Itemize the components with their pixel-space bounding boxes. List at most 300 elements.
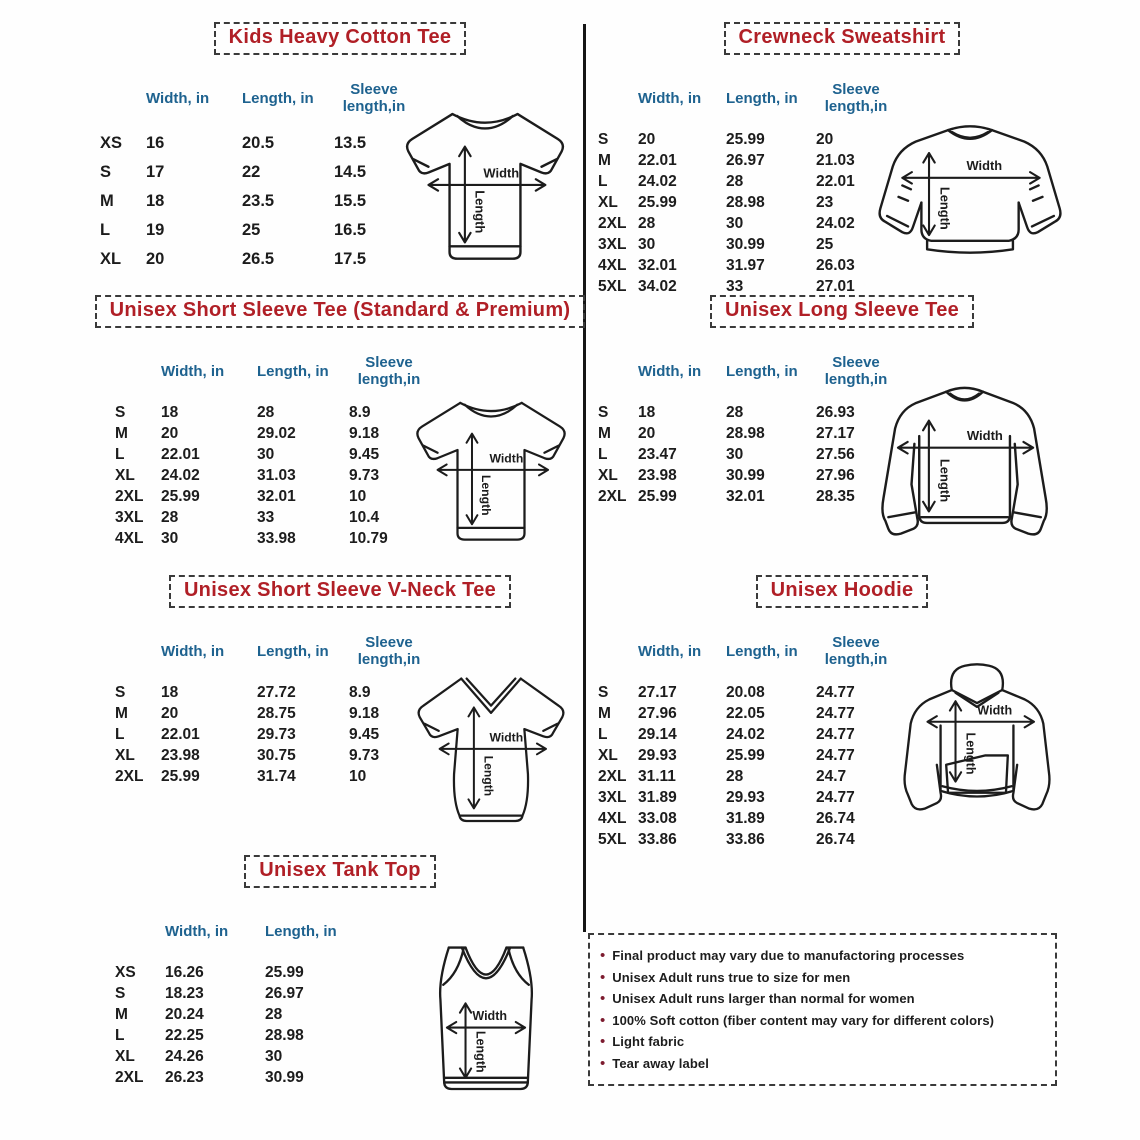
size-label: 5XL [598, 831, 627, 848]
measurement-value: 9.18 [349, 425, 380, 442]
hoodie-illustration [888, 662, 1066, 832]
size-label: M [100, 192, 114, 210]
size-label: XL [598, 467, 618, 484]
note-text: Unisex Adult runs true to size for men [612, 969, 851, 985]
length-arrow [950, 701, 961, 781]
measurement-value: 25.99 [638, 194, 677, 211]
measurement-value: 28 [726, 404, 744, 421]
measurement-value: 30 [726, 215, 744, 232]
size-table [598, 346, 900, 507]
size-label: S [598, 684, 609, 701]
table-row [598, 150, 900, 171]
measurement-value: 28.98 [726, 194, 765, 211]
measurement-value: 20.24 [165, 1006, 204, 1023]
length-arrow-label: Length [473, 1030, 488, 1073]
measurement-value: 17.5 [334, 250, 367, 268]
table-row [115, 1004, 375, 1025]
column-header: Length, in [265, 922, 337, 940]
table-row [115, 465, 433, 486]
table-row [100, 129, 418, 158]
column-header: Sleeve length,in [342, 81, 406, 115]
column-header: Length, in [726, 642, 798, 660]
measurement-value: 24.77 [816, 747, 855, 764]
measurement-value: 31.97 [726, 257, 765, 274]
measurement-value: 31.11 [638, 768, 676, 785]
width-arrow-label: Width [977, 703, 1013, 718]
measurement-value: 16.5 [334, 221, 367, 239]
measurement-value: 30 [257, 446, 275, 463]
panel-unisex-hoodie [592, 575, 1140, 850]
notes-box [588, 933, 1057, 1086]
section-title: Unisex Short Sleeve Tee (Standard & Premium) [95, 295, 586, 328]
size-label: L [100, 221, 111, 239]
measurement-value: 25.99 [161, 488, 200, 505]
measurement-value: 23.5 [242, 192, 275, 210]
measurement-value: 9.45 [349, 726, 380, 743]
measurement-value: 32.01 [257, 488, 296, 505]
table-row [598, 465, 900, 486]
size-label: 2XL [598, 488, 627, 505]
column-header: Width, in [638, 642, 702, 660]
size-label: S [115, 404, 126, 421]
section-title-row [592, 295, 1092, 328]
size-label: XL [115, 1048, 135, 1065]
size-label: 2XL [598, 215, 627, 232]
column-header: Sleeve length,in [824, 354, 888, 388]
panel-unisex-tank-top [80, 855, 600, 1102]
measurement-value: 24.77 [816, 705, 855, 722]
measurement-value: 27.96 [638, 705, 677, 722]
width-arrow-label: Width [472, 1009, 508, 1024]
measurement-value: 23.98 [638, 467, 677, 484]
measurement-value: 25.99 [726, 747, 765, 764]
size-label: 3XL [115, 509, 144, 526]
table-row [115, 444, 433, 465]
table-row [598, 213, 900, 234]
measurement-value: 24.02 [816, 215, 855, 232]
table-row [598, 724, 900, 745]
measurement-value: 31.89 [726, 810, 765, 827]
measurement-value: 20 [146, 250, 165, 268]
size-table [115, 626, 433, 787]
measurement-value: 31.74 [257, 768, 296, 785]
section-title: Unisex Short Sleeve V-Neck Tee [169, 575, 511, 608]
length-arrow [459, 147, 470, 243]
measurement-value: 22.05 [726, 705, 765, 722]
table-row [115, 724, 433, 745]
column-header: Sleeve length,in [824, 81, 888, 115]
length-arrow [467, 434, 478, 525]
measurement-value: 23.98 [161, 747, 200, 764]
tee-illustration [394, 98, 576, 270]
section-title-row [592, 575, 1092, 608]
measurement-value: 28.98 [726, 425, 765, 442]
measurement-value: 27.17 [816, 425, 855, 442]
measurement-value: 24.77 [816, 789, 855, 806]
table-header-row [115, 906, 375, 956]
measurement-value: 28 [726, 768, 744, 785]
measurement-value: 20 [161, 705, 179, 722]
measurement-value: 26.74 [816, 831, 855, 848]
section-title-row [80, 855, 600, 888]
section-title-row [80, 575, 600, 608]
measurement-value: 10.4 [349, 509, 380, 526]
length-arrow-label: Length [478, 474, 493, 516]
measurement-value: 27.01 [816, 278, 855, 295]
measurement-value: 27.17 [638, 684, 677, 701]
measurement-value: 9.45 [349, 446, 380, 463]
measurement-value: 27.56 [816, 446, 855, 463]
size-label: M [598, 425, 611, 442]
measurement-value: 24.77 [816, 726, 855, 743]
size-table [598, 73, 900, 297]
column-header: Width, in [161, 362, 225, 380]
length-arrow-label: Length [472, 190, 488, 234]
width-arrow [927, 716, 1033, 727]
measurement-value: 30 [638, 236, 656, 253]
measurement-value: 16 [146, 134, 165, 152]
bullet-icon: • [600, 947, 606, 964]
measurement-value: 24.77 [816, 684, 855, 701]
table-row [115, 1067, 375, 1088]
table-row [598, 423, 900, 444]
measurement-value: 28.98 [265, 1027, 304, 1044]
size-label: XS [100, 134, 123, 152]
section-title: Kids Heavy Cotton Tee [214, 22, 467, 55]
length-arrow-label: Length [937, 186, 953, 230]
section-title: Unisex Hoodie [756, 575, 929, 608]
measurement-value: 30.75 [257, 747, 296, 764]
measurement-value: 28 [726, 173, 744, 190]
measurement-value: 9.18 [349, 705, 380, 722]
size-label: S [115, 985, 126, 1002]
size-label: L [115, 726, 125, 743]
measurement-value: 33.08 [638, 810, 677, 827]
width-arrow [902, 172, 1039, 183]
section-title-row [80, 22, 600, 55]
measurement-value: 33.86 [638, 831, 677, 848]
panel-unisex-long-sleeve-tee [592, 295, 1140, 550]
measurement-value: 24.7 [816, 768, 847, 785]
measurement-value: 20 [161, 425, 179, 442]
size-label: 3XL [598, 236, 627, 253]
size-label: XL [115, 467, 135, 484]
note-text: Light fabric [612, 1034, 685, 1049]
measurement-value: 10 [349, 768, 367, 785]
table-header-row [100, 73, 418, 123]
note-item [600, 945, 1045, 967]
table-row [598, 276, 900, 297]
width-arrow-label: Width [489, 730, 524, 745]
measurement-value: 18 [161, 684, 179, 701]
measurement-value: 26.97 [726, 152, 765, 169]
size-table [115, 906, 375, 1088]
measurement-value: 18 [146, 192, 165, 210]
column-header: Sleeve length,in [357, 354, 421, 388]
table-row [598, 745, 900, 766]
measurement-value: 30 [726, 446, 744, 463]
measurement-value: 24.02 [161, 467, 200, 484]
measurement-value: 26.74 [816, 810, 855, 827]
length-arrow-label: Length [481, 755, 496, 797]
measurement-value: 33.98 [257, 530, 296, 547]
table-row [115, 402, 433, 423]
length-arrow-label: Length [937, 458, 953, 503]
note-item [600, 967, 1045, 989]
table-row [598, 234, 900, 255]
measurement-value: 25.99 [265, 964, 304, 981]
measurement-value: 17 [146, 163, 165, 181]
table-row [115, 682, 433, 703]
size-label: 4XL [115, 530, 144, 547]
garment-outline [880, 126, 1061, 252]
column-header: Length, in [257, 642, 329, 660]
width-arrow-label: Width [483, 165, 520, 181]
note-item [600, 1031, 1045, 1053]
table-row [598, 787, 900, 808]
measurement-value: 20.5 [242, 134, 275, 152]
bullet-icon: • [600, 1011, 606, 1029]
measurement-value: 28 [638, 215, 656, 232]
size-label: L [115, 1027, 125, 1044]
section-title: Crewneck Sweatshirt [724, 22, 961, 55]
measurement-value: 26.5 [242, 250, 275, 268]
table-row [115, 745, 433, 766]
size-label: L [115, 446, 125, 463]
measurement-value: 24.26 [165, 1048, 204, 1065]
measurement-value: 23.47 [638, 446, 677, 463]
measurement-value: 18 [638, 404, 656, 421]
garment-outline [882, 388, 1046, 535]
table-row [598, 192, 900, 213]
measurement-value: 27.96 [816, 467, 855, 484]
measurement-value: 20 [816, 131, 834, 148]
bullet-icon: • [600, 1033, 606, 1050]
measurement-value: 25.99 [726, 131, 765, 148]
measurement-value: 22 [242, 163, 261, 181]
size-label: S [598, 131, 609, 148]
length-arrow [460, 1003, 471, 1077]
size-label: 2XL [115, 488, 144, 505]
section-title-row [592, 22, 1092, 55]
measurement-value: 21.03 [816, 152, 855, 169]
measurement-value: 22.01 [816, 173, 855, 190]
measurement-value: 20 [638, 131, 656, 148]
size-table [100, 73, 418, 274]
bullet-icon: • [600, 990, 606, 1007]
measurement-value: 29.93 [638, 747, 677, 764]
table-row [598, 682, 900, 703]
table-row [115, 983, 375, 1004]
table-row [598, 171, 900, 192]
measurement-value: 29.02 [257, 425, 296, 442]
measurement-value: 28 [161, 509, 179, 526]
measurement-value: 34.02 [638, 278, 677, 295]
table-row [115, 528, 433, 549]
column-header: Sleeve length,in [824, 634, 888, 668]
table-row [598, 444, 900, 465]
measurement-value: 32.01 [638, 257, 677, 274]
table-row [115, 1025, 375, 1046]
size-label: L [598, 173, 608, 190]
measurement-value: 26.03 [816, 257, 855, 274]
note-item [600, 988, 1045, 1010]
size-label: XL [598, 194, 618, 211]
table-row [115, 703, 433, 724]
panel-unisex-v-neck-tee [80, 575, 600, 830]
measurement-value: 22.25 [165, 1027, 204, 1044]
measurement-value: 8.9 [349, 404, 371, 421]
size-table [115, 346, 433, 549]
table-row [598, 402, 900, 423]
measurement-value: 25.99 [161, 768, 200, 785]
panel-kids-heavy-cotton-tee [80, 22, 600, 274]
note-text: 100% Soft cotton (fiber content may vary for different colors) [612, 1012, 995, 1028]
measurement-value: 22.01 [161, 446, 200, 463]
size-label: 4XL [598, 257, 627, 274]
table-row [115, 423, 433, 444]
measurement-value: 9.73 [349, 467, 380, 484]
column-header: Length, in [726, 89, 798, 107]
measurement-value: 25 [242, 221, 261, 239]
table-row [100, 245, 418, 274]
measurement-value: 32.01 [726, 488, 765, 505]
width-arrow [428, 179, 545, 190]
bullet-icon: • [600, 1054, 606, 1072]
size-label: 4XL [598, 810, 627, 827]
measurement-value: 16.26 [165, 964, 204, 981]
width-arrow [438, 464, 548, 475]
size-label: L [598, 726, 608, 743]
measurement-value: 28 [265, 1006, 283, 1023]
table-header-row [598, 346, 900, 396]
table-row [115, 1046, 375, 1067]
size-label: XL [598, 747, 618, 764]
measurement-value: 31.89 [638, 789, 677, 806]
measurement-value: 10.79 [349, 530, 388, 547]
section-title-row [80, 295, 600, 328]
column-header: Width, in [638, 89, 702, 107]
size-label: XL [115, 747, 135, 764]
table-row [598, 255, 900, 276]
column-header: Length, in [242, 89, 314, 107]
size-label: L [598, 446, 608, 463]
measurement-value: 28 [257, 404, 275, 421]
measurement-value: 8.9 [349, 684, 371, 701]
measurement-value: 30.99 [726, 236, 765, 253]
size-label: S [100, 163, 112, 181]
table-row [115, 486, 433, 507]
tee-illustration [405, 386, 577, 552]
measurement-value: 30.99 [726, 467, 765, 484]
panel-crewneck-sweatshirt [592, 22, 1140, 297]
measurement-value: 23 [816, 194, 834, 211]
size-table [598, 626, 900, 850]
panel-unisex-short-sleeve-tee [80, 295, 600, 552]
column-header: Length, in [726, 362, 798, 380]
measurement-value: 33.86 [726, 831, 765, 848]
column-header: Length, in [257, 362, 329, 380]
table-row [598, 808, 900, 829]
note-item [600, 1010, 1045, 1032]
measurement-value: 15.5 [334, 192, 367, 210]
measurement-value: 14.5 [334, 163, 367, 181]
length-arrow-label: Length [963, 732, 978, 775]
measurement-value: 13.5 [334, 134, 367, 152]
measurement-value: 29.93 [726, 789, 765, 806]
width-arrow-label: Width [489, 451, 524, 466]
width-arrow-label: Width [966, 158, 1003, 174]
sweatshirt-illustration [868, 121, 1073, 269]
measurement-value: 30 [161, 530, 179, 547]
size-label: XL [100, 250, 122, 268]
tank-top-illustration [430, 942, 542, 1102]
note-item [600, 1053, 1045, 1075]
size-label: M [598, 705, 611, 722]
measurement-value: 24.02 [638, 173, 677, 190]
measurement-value: 28.35 [816, 488, 855, 505]
measurement-value: 26.97 [265, 985, 304, 1002]
note-text: Unisex Adult runs larger than normal for women [612, 991, 915, 1006]
measurement-value: 24.02 [726, 726, 765, 743]
length-arrow [468, 707, 479, 808]
table-row [115, 507, 433, 528]
size-label: XS [115, 964, 136, 981]
measurement-value: 31.03 [257, 467, 296, 484]
table-header-row [115, 626, 433, 676]
section-title: Unisex Long Sleeve Tee [710, 295, 974, 328]
measurement-value: 20 [638, 425, 656, 442]
table-row [598, 703, 900, 724]
table-header-row [598, 73, 900, 123]
measurement-value: 33 [257, 509, 275, 526]
column-header: Width, in [165, 922, 229, 940]
table-row [598, 766, 900, 787]
section-title: Unisex Tank Top [244, 855, 436, 888]
size-label: 2XL [115, 768, 144, 785]
column-header: Sleeve length,in [357, 634, 421, 668]
measurement-value: 30 [265, 1048, 283, 1065]
measurement-value: 10 [349, 488, 367, 505]
table-row [115, 766, 433, 787]
column-header: Width, in [638, 362, 702, 380]
size-label: M [115, 705, 128, 722]
vneck-illustration [405, 666, 577, 830]
measurement-value: 26.23 [165, 1069, 204, 1086]
size-label: 5XL [598, 278, 627, 295]
bullet-icon: • [600, 968, 606, 986]
measurement-value: 29.73 [257, 726, 296, 743]
table-row [100, 216, 418, 245]
table-row [598, 829, 900, 850]
measurement-value: 30.99 [265, 1069, 304, 1086]
width-arrow-label: Width [966, 427, 1003, 443]
size-label: 2XL [115, 1069, 144, 1086]
note-text: Final product may vary due to manufactoring processes [612, 948, 965, 963]
column-header: Width, in [161, 642, 225, 660]
measurement-value: 26.93 [816, 404, 855, 421]
length-arrow [923, 153, 934, 235]
table-row [100, 158, 418, 187]
table-row [598, 129, 900, 150]
measurement-value: 25 [816, 236, 834, 253]
measurement-value: 18 [161, 404, 179, 421]
measurement-value: 9.73 [349, 747, 380, 764]
table-header-row [115, 346, 433, 396]
size-label: 3XL [598, 789, 627, 806]
measurement-value: 28.75 [257, 705, 296, 722]
note-text: Tear away label [612, 1055, 709, 1071]
